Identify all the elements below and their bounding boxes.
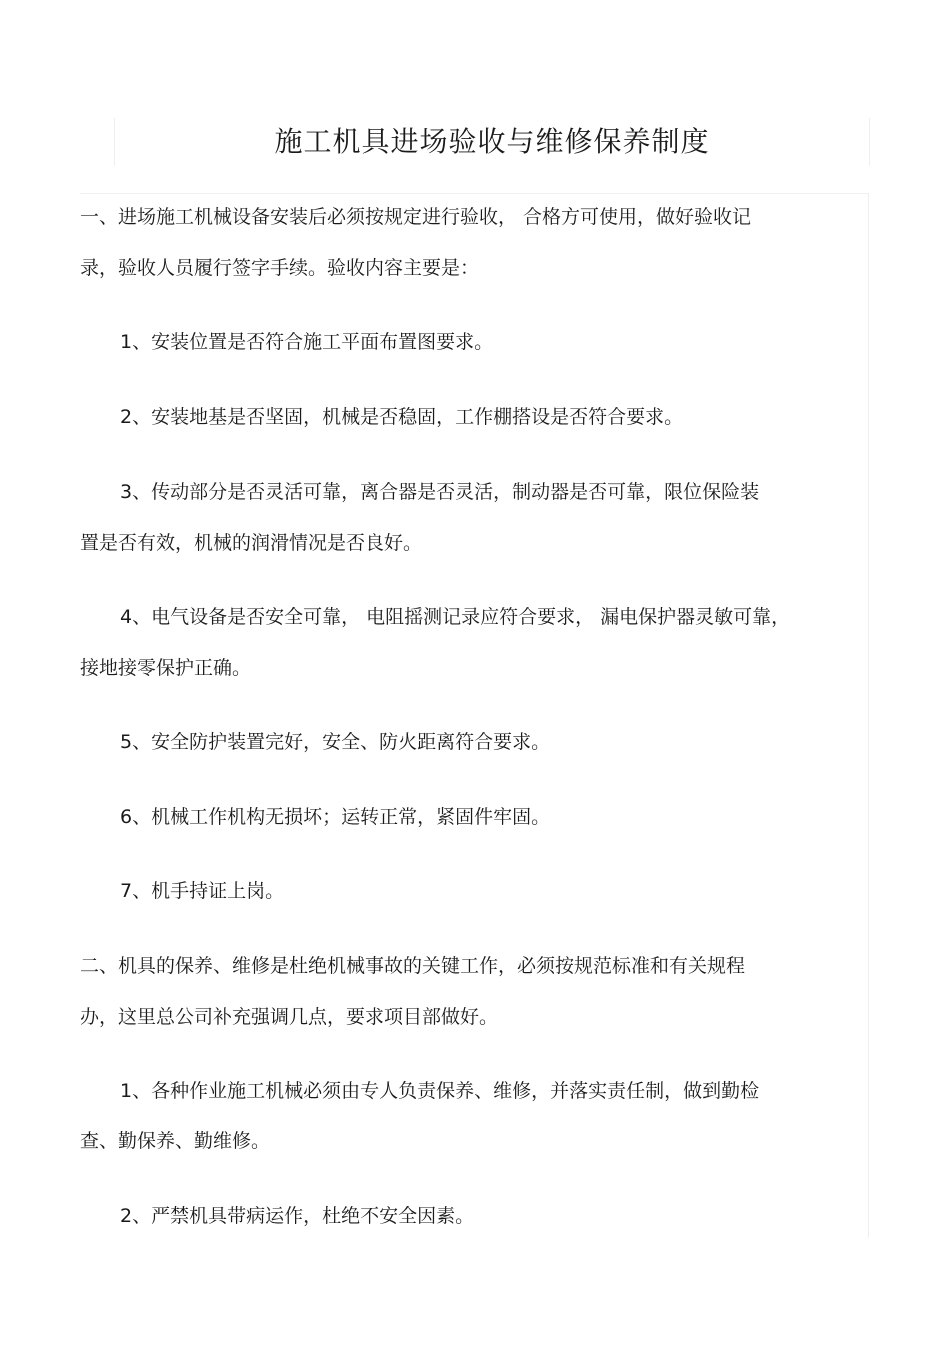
section2-item1-line1: 1、各种作业施工机械必须由专人负责保养、维修，并落实责任制，做到勤检 [120,1080,760,1102]
section1-item1: 1、安装位置是否符合施工平面布置图要求。 [120,331,494,353]
divider-right [868,193,869,1238]
section2-intro-line2: 办，这里总公司补充强调几点，要求项目部做好。 [80,1006,499,1028]
title-box [114,118,870,166]
section1-item3-line1: 3、传动部分是否灵活可靠，离合器是否灵活，制动器是否可靠，限位保险装 [120,481,760,503]
section2-intro-line1: 二、机具的保养、维修是杜绝机械事故的关键工作，必须按规范标准和有关规程 [80,955,746,977]
section1-item4-line1: 4、电气设备是否安全可靠， 电阻摇测记录应符合要求， 漏电保护器灵敏可靠， [120,606,791,628]
section1-item7: 7、机手持证上岗。 [120,880,285,902]
section1-item5: 5、安全防护装置完好，安全、防火距离符合要求。 [120,731,551,753]
section1-item4-line2: 接地接零保护正确。 [80,657,252,679]
section2-item1-line2: 查、勤保养、勤维修。 [80,1130,271,1152]
section1-item3-line2: 置是否有效，机械的润滑情况是否良好。 [80,532,423,554]
section1-item2: 2、安装地基是否坚固，机械是否稳固，工作棚搭设是否符合要求。 [120,406,684,428]
section2-item2: 2、严禁机具带病运作，杜绝不安全因素。 [120,1205,475,1227]
divider-top [80,193,868,194]
section1-intro-line2: 录，验收人员履行签字手续。验收内容主要是： [80,257,480,279]
section1-item6: 6、机械工作机构无损坏；运转正常，紧固件牢固。 [120,806,551,828]
document-title: 施工机具进场验收与维修保养制度 [274,125,710,158]
section1-intro-line1: 一、进场施工机械设备安装后必须按规定进行验收， 合格方可使用，做好验收记 [80,206,752,228]
